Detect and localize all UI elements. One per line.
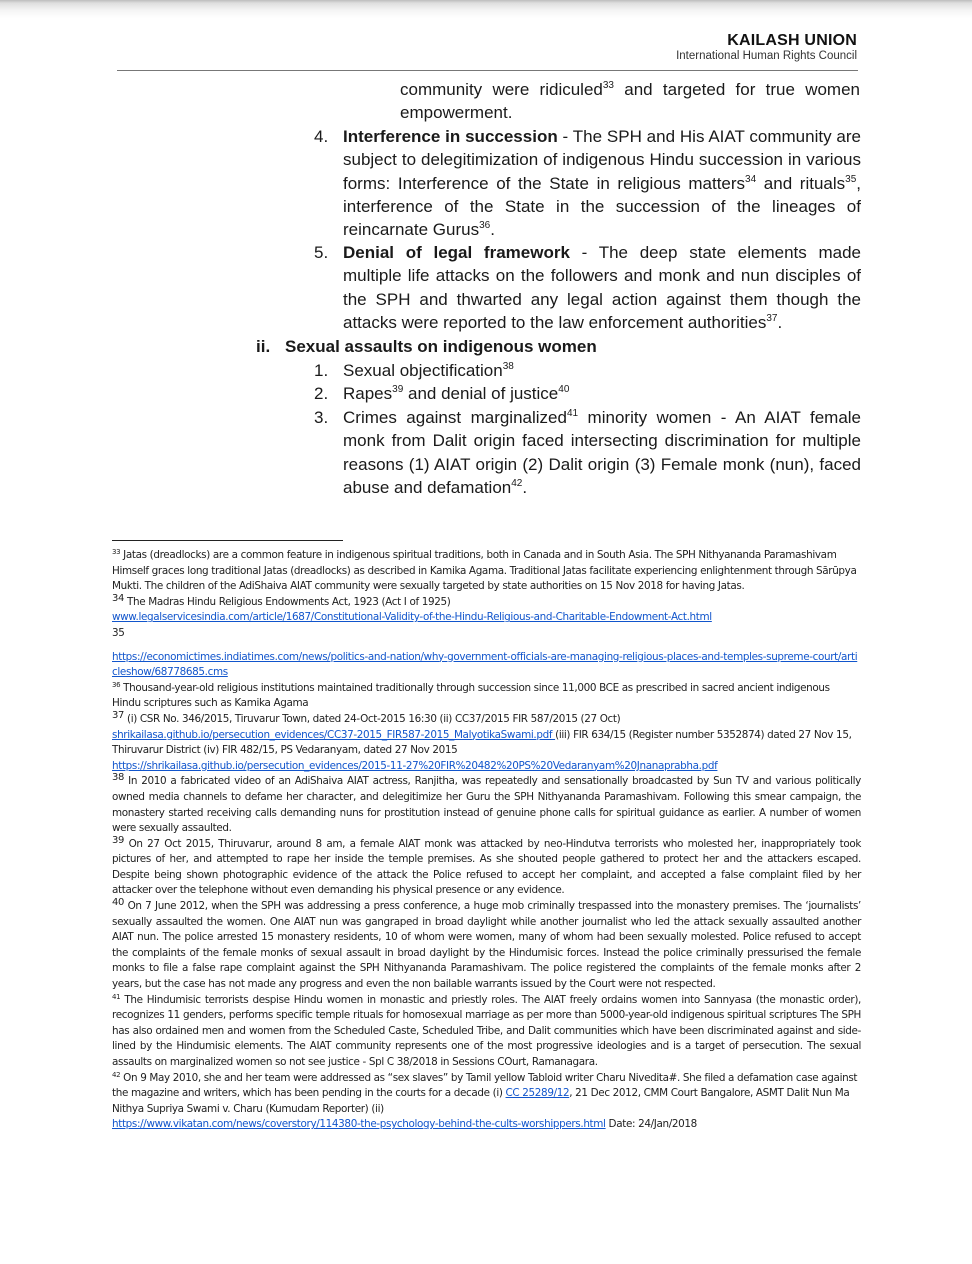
header-divider bbox=[117, 70, 858, 71]
footnote-34: $^{34}$ The Madras Hindu Religious Endowments Act, 1923 (Act I of 1925) www.legalservicesindia.com/article/1687/Constitutional-Validity-of-the-Hindu-Religious-and-Charitable-Endowment-Act.html bbox=[112, 592, 712, 624]
footnote-ref[interactable]: 34 bbox=[745, 173, 757, 185]
viewer-top-shadow bbox=[0, 0, 972, 18]
footnote-37: $^{37}$ (i) CSR No. 346/2015, Tiruvarur Town, dated 24-Oct-2015 16:30 (ii) CC37/2015 FIR 587/2015 (27 Oct) shrikailasa.github.io/persecution_evidences/CC37-2015_FIR587-2015_MalyotikaSwami.pdf (iii) FIR 634/15 (Register number 5352874) dated 27 Nov 15, Thiruvarur District (iv) FIR 482/15, PS Vedaranyam, dated 27 Nov 2015 https://shrikailasa.github.io/persecution_evidences/2015-11-27%20FIR%20482%20PS%20Vedaranyam%20Jnanaprabha.pdf bbox=[112, 709, 852, 772]
list-item-crimes-marginalized: 3. Crimes against marginalized$^{41}$ minority women - An AIAT female monk from Dalit origin faced intersecting discrimination for multiple reasons (1) AIAT origin (2) Dalit origin (3) Female monk (nun), faced abuse and defamation$^{42}$. bbox=[314, 408, 862, 497]
footnote-ref[interactable]: 40 bbox=[558, 384, 570, 395]
footnote-ref[interactable]: 41 bbox=[566, 408, 579, 419]
legalservicesindia-link[interactable]: www.legalservicesindia.com/article/1687/Constitutional-Validity-of-the-Hindu-Religious-and-Charitable-Endowment-Act.html bbox=[112, 611, 712, 624]
footnotes-section bbox=[112, 548, 861, 1133]
economictimes-link[interactable]: https://economictimes.indiatimes.com/news/politics-and-nation/why-government-officials-are-managing-religious-places-and-temples-supreme-court/articleshow/68778685.cms bbox=[112, 650, 858, 679]
list-number: 4. bbox=[314, 127, 329, 146]
list-number: 1. bbox=[314, 361, 329, 380]
list-number: 2. bbox=[314, 384, 329, 403]
footnote-41: $^{41}$ The Hindumisic terrorists despise Hindu women in monastic and priestly roles. The AIAT freely ordains women into Sannyasa (the monastic order), recognizes 11 genders, performs specific temple rituals for homosexual marriage as per more than 5000-year-old indigenous spiritual scriptures The SPH has also ordained men and women from the Scheduled Caste, Scheduled Tribe, and Dalit communities which have been discriminated against and side-lined by the Hindumisic elements. The AIAT community represents one of the most progressive ideologies and is a target of persecution. The sexual assaults on marginalized women so not see justice - Spl C 38/2018 in Sessions COurt, Ramanagara. bbox=[112, 992, 861, 1068]
fir482-evidence-link[interactable]: https://shrikailasa.github.io/persecution_evidences/2015-11-27%20FIR%20482%20PS%20Vedaranyam%20Jnanaprabha.pdf bbox=[112, 759, 718, 772]
footnote-ref[interactable]: 39 bbox=[392, 384, 404, 395]
footnote-33: $^{33}$ Jatas (dreadlocks) are a common feature in indigenous spiritual traditions, both in Canada and in South Asia. The SPH Nithyananda Paramashivam Himself graces long traditional Jatas (dreadlocks) as described in Kamika Agama. Traditional Jatas facilitate experiencing enlightenment through Sārūpya Mukti. The children of the AdiShaiva AIAT community were sexually targeted by state authorities on 15 Nov 2018 for having Jatas. bbox=[112, 548, 857, 593]
cc37-evidence-link[interactable]: shrikailasa.github.io/persecution_evidences/CC37-2015_FIR587-2015_MalyotikaSwami.pdf bbox=[112, 728, 556, 741]
list-number: 5. bbox=[314, 243, 329, 262]
list-item-denial-legal-framework: 5. Denial of legal framework - The deep state elements made multiple life attacks on the followers and monk and nun disciples of the SPH and thwarted any legal action against them though the attacks were reported to the law enforcement authorities$^{37}$. bbox=[314, 243, 862, 332]
page-header bbox=[676, 32, 857, 63]
footnote-36: $^{36}$ Thousand-year-old religious institutions maintained traditionally through succession since 11,000 BCE as prescribed in sacred ancient indigenous Hindu scriptures such as Kamika Agama bbox=[112, 680, 830, 710]
footnote-ref[interactable]: 35 bbox=[845, 173, 857, 185]
org-subtitle: International Human Rights Council bbox=[676, 50, 857, 62]
section-number: ii. bbox=[256, 337, 271, 356]
footnote-42: $^{42}$ On 9 May 2010, she and her team were addressed as “sex slaves” by Tamil yellow Tabloid writer Charu Nivedita#. She filed a defamation case against the magazine and writers, which has been pending in the courts for a decade (i) CC 25289/12, 21 Dec 2012, CMM Court Bangalore, ASMT Dalit Nun Ma Nithya Supriya Swami v. Charu (Kumudam Reporter) (ii) https://www.vikatan.com/news/coverstory/114380-the-psychology-behind-the-cults-worshippers.html Date: 24/Jan/2018 bbox=[112, 1070, 858, 1131]
continuation-paragraph: community were ridiculed$^{33}$ and targeted for true women empowerment. bbox=[400, 80, 860, 123]
list-number: 3. bbox=[314, 408, 329, 427]
item-title: Interference in succession bbox=[343, 127, 558, 146]
vikatan-link[interactable]: https://www.vikatan.com/news/coverstory/114380-the-psychology-behind-the-cults-worshippers.html bbox=[112, 1118, 606, 1131]
footnote-39: $^{39}$ On 27 Oct 2015, Thiruvarur, around 8 am, a female AIAT monk was attacked by neo-Hindutva terrorists who molested her, inappropriately took pictures of her, and attempted to rape her inside the temple premises. As she shouted people gathered to protect her and the attackers escaped. Despite being shown photographic evidence of the attack the Police refused to accept her complaint, and accepted a false complaint filed by her attacker over the telephone without even demanding his physical presence or any evidence. bbox=[112, 834, 861, 897]
list-item-sexual-objectification: 1. Sexual objectification$^{38}$ bbox=[343, 359, 861, 382]
footnote-ref[interactable]: 36 bbox=[479, 220, 491, 232]
footnote-ref[interactable]: 38 bbox=[502, 361, 514, 372]
item-title: Denial of legal framework bbox=[343, 243, 570, 262]
footnote-ref[interactable]: 42 bbox=[511, 477, 523, 489]
footnote-ref[interactable]: 37 bbox=[766, 312, 778, 324]
footnote-ref[interactable]: 33 bbox=[602, 80, 614, 91]
footnote-40: $^{40}$ On 7 June 2012, when the SPH was addressing a press conference, a huge mob criminally trespassed into the monastery premises. The ‘journalists’ sexually assaulted the women. One AIAT nun was gangraped in broad daylight while another journalist who led the attack sexually assaulted another AIAT nun. The police arrested 15 monastery residents, 10 of whom were women, many of whom had been sexually molested. Police refused to accept the complaints of the female monks of sexual assault in broad daylight by the Hindumisic forces. Instead the police criminally pressurised the female monks to file a false rape complaint against the SPH Nithyananda Paramashivam. The police registered the complaints of the female monks after 2 years, but the case has not made any progress and even the non bailable warrants issued by the Court were not respected. bbox=[112, 897, 861, 991]
footnote-35-link bbox=[112, 650, 861, 681]
section-heading-sexual-assaults bbox=[256, 335, 597, 358]
footnote-38: $^{38}$ In 2010 a fabricated video of an AdiShaiva AIAT actress, Ranjitha, was repeatedly and sensationally broadcasted by Sun TV and various politically owned media channels to defame her character, and delegitimize her Guru the SPH Nithyananda Paramashivam. Following this smear campaign, the monastery started receiving calls demanding nuns for prostitution instead of genuine phone calls for spiritual guidance as earlier. A number of women were sexually assaulted. bbox=[112, 772, 861, 835]
list-item-interference-succession: 4. Interference in succession - The SPH and His AIAT community are subject to delegitimization of indigenous Hindu succession in various forms: Interference of the State in religious matters$^{34}$ and rituals$^{35}$, interference of the State in the succession of the lineages of reincarnate Gurus$^{36}$. bbox=[314, 127, 861, 240]
list-item-rapes: 2. Rapes$^{39}$ and denial of justice$^{40}$ bbox=[343, 382, 861, 405]
footnote-35: 35 bbox=[112, 626, 125, 639]
org-name: KAILASH UNION bbox=[727, 32, 857, 49]
cc25289-link[interactable]: CC 25289/12 bbox=[505, 1087, 570, 1100]
section-title: Sexual assaults on indigenous women bbox=[285, 337, 597, 356]
footnote-separator bbox=[112, 540, 343, 541]
